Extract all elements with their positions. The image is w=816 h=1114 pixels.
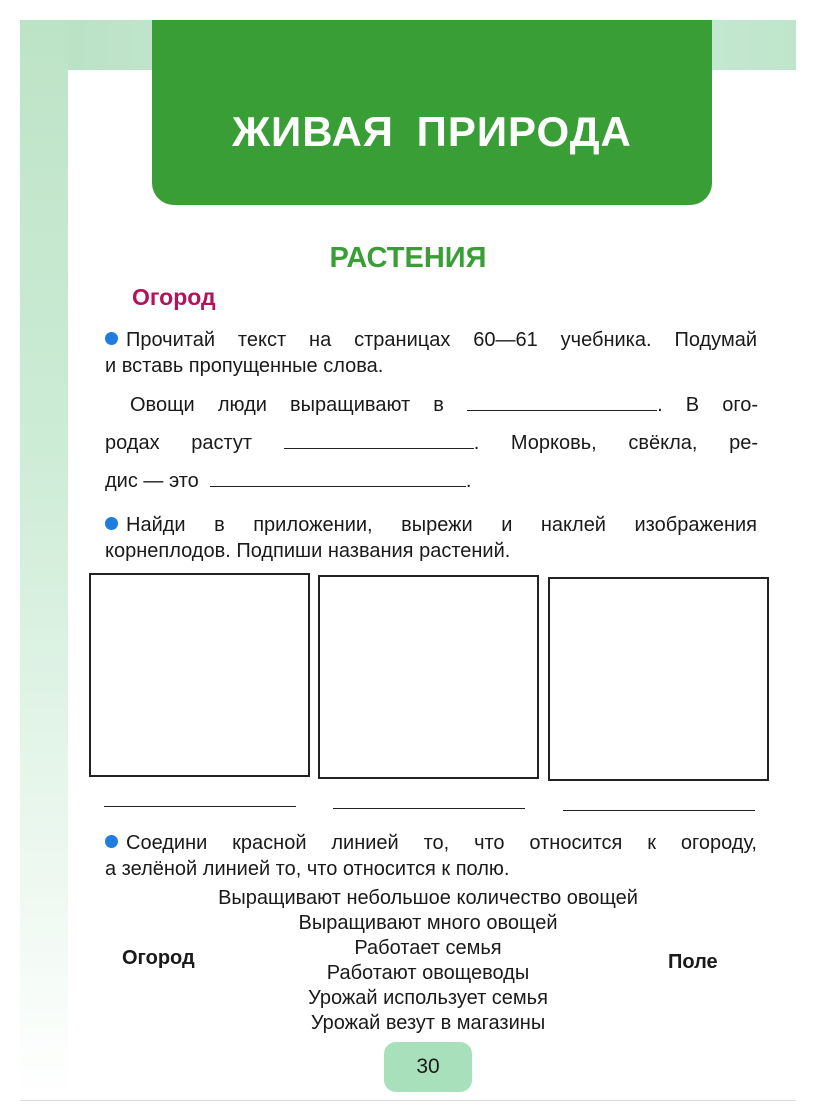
match-item: Урожай везут в магазины <box>310 1012 546 1034</box>
blank-field[interactable] <box>284 432 474 449</box>
chapter-title: ЖИВАЯ ПРИРОДА <box>232 108 632 155</box>
task3-line1 <box>105 830 757 856</box>
sticker-box-1[interactable] <box>89 573 310 777</box>
text: . В ого- <box>657 394 758 416</box>
match-item: Выращивают небольшое количество овощей <box>218 887 638 909</box>
task-text: Соедини красной линией то, что относится к огороду, <box>126 832 757 854</box>
caption-line-3[interactable] <box>563 810 755 811</box>
page-number: 30 <box>384 1042 472 1092</box>
task-text: Прочитай текст на страницах 60—61 учебника. Подумай <box>126 329 757 351</box>
match-left-label: Огород <box>122 947 195 969</box>
task1-line1 <box>105 327 757 353</box>
sticker-box-3[interactable] <box>548 577 769 781</box>
sticker-box-2[interactable] <box>318 575 539 779</box>
text: . Морковь, свёкла, ре- <box>473 432 759 454</box>
text: дис — это <box>105 470 199 492</box>
match-item: Выращивают много овощей <box>298 912 558 934</box>
bullet-icon <box>105 332 118 345</box>
task2-line2: корнеплодов. Подпиши названия растений. <box>105 540 511 562</box>
match-right-label: Поле <box>668 951 718 973</box>
subsection-title: Огород <box>132 284 216 310</box>
match-item: Работают овощеводы <box>326 962 530 984</box>
match-item: Урожай использует семья <box>308 987 548 1009</box>
bullet-icon <box>105 517 118 530</box>
text: родах растут <box>105 432 253 454</box>
bullet-icon <box>105 835 118 848</box>
section-title: РАСТЕНИЯ <box>329 242 487 274</box>
task1-line2: и вставь пропущенные слова. <box>105 355 384 377</box>
blank-field[interactable] <box>210 470 466 487</box>
fill-line-3 <box>105 468 471 494</box>
caption-line-2[interactable] <box>333 808 525 809</box>
fill-line-2 <box>105 430 758 456</box>
text: . <box>465 470 472 492</box>
caption-line-1[interactable] <box>104 806 296 807</box>
task3-line2: а зелёной линией то, что относится к полю. <box>105 858 510 880</box>
task2-line1 <box>105 512 757 538</box>
fill-line-1 <box>130 392 758 418</box>
match-item: Работает семья <box>354 937 502 959</box>
task-text: Найди в приложении, вырежи и наклей изображения <box>126 514 757 536</box>
blank-field[interactable] <box>467 394 657 411</box>
text: Овощи люди выращивают в <box>130 394 444 416</box>
